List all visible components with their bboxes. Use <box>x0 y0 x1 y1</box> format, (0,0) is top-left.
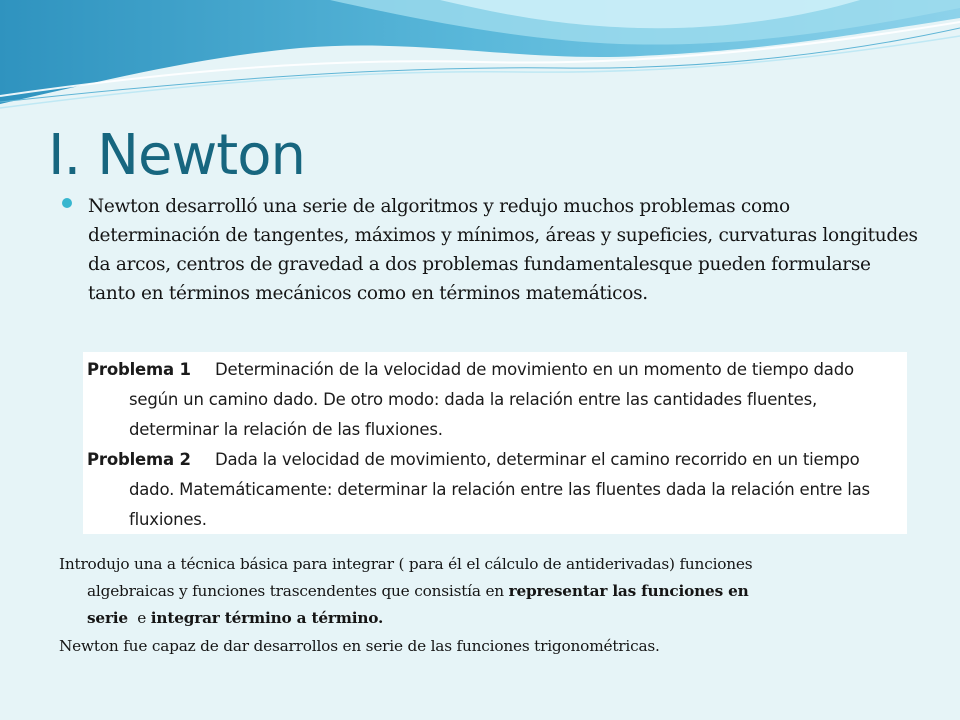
problem-2-line-3: fluxiones. <box>129 510 207 529</box>
newton-paragraph: Newton fue capaz de dar desarrollos en serie de las funciones trigonométricas. <box>59 637 660 655</box>
intro-line-1: Introdujo una a técnica básica para integrar ( para él el cálculo de antiderivadas) funciones <box>59 555 753 573</box>
problem-2-line-1: Dada la velocidad de movimiento, determinar el camino recorrido en un tiempo <box>215 450 860 469</box>
problem-1-label: Problema 1 <box>87 360 191 379</box>
bullet-text: Newton desarrolló una serie de algoritmos y redujo muchos problemas como determinación de tangentes, máximos y mínimos, áreas y supeficies, curvaturas longitudes da arcos, centros de gravedad a dos problemas fundamentalesque pueden formularse tanto en términos mecánicos como en términos matemáticos. <box>88 196 918 304</box>
header-wave-decoration <box>0 0 960 120</box>
intro-bold-represent: representar las funciones en <box>508 582 749 600</box>
problem-1-line-3: determinar la relación de las fluxiones. <box>129 420 443 439</box>
intro-bold-serie: serie <box>87 609 128 627</box>
bullet-dot-icon <box>62 198 72 208</box>
problem-2-line-2: dado. Matemáticamente: determinar la relación entre las fluentes dada la relación entre las <box>129 480 870 499</box>
problems-image <box>83 352 907 534</box>
problem-1-line-1: Determinación de la velocidad de movimiento en un momento de tiempo dado <box>215 360 854 379</box>
slide-title: I. Newton <box>48 123 305 188</box>
problem-1 <box>87 355 899 445</box>
intro-line-3: serie e integrar término a término. <box>87 609 384 627</box>
problem-2-label: Problema 2 <box>87 450 191 469</box>
problem-2 <box>87 445 899 535</box>
intro-line-2: algebraicas y funciones trascendentes que consistía en representar las funciones en <box>87 582 749 600</box>
bullet-item <box>62 192 922 308</box>
intro-bold-integrate: integrar término a término. <box>150 609 384 627</box>
intro-paragraph <box>59 551 899 632</box>
problem-1-line-2: según un camino dado. De otro modo: dada la relación entre las cantidades fluentes, <box>129 390 818 409</box>
